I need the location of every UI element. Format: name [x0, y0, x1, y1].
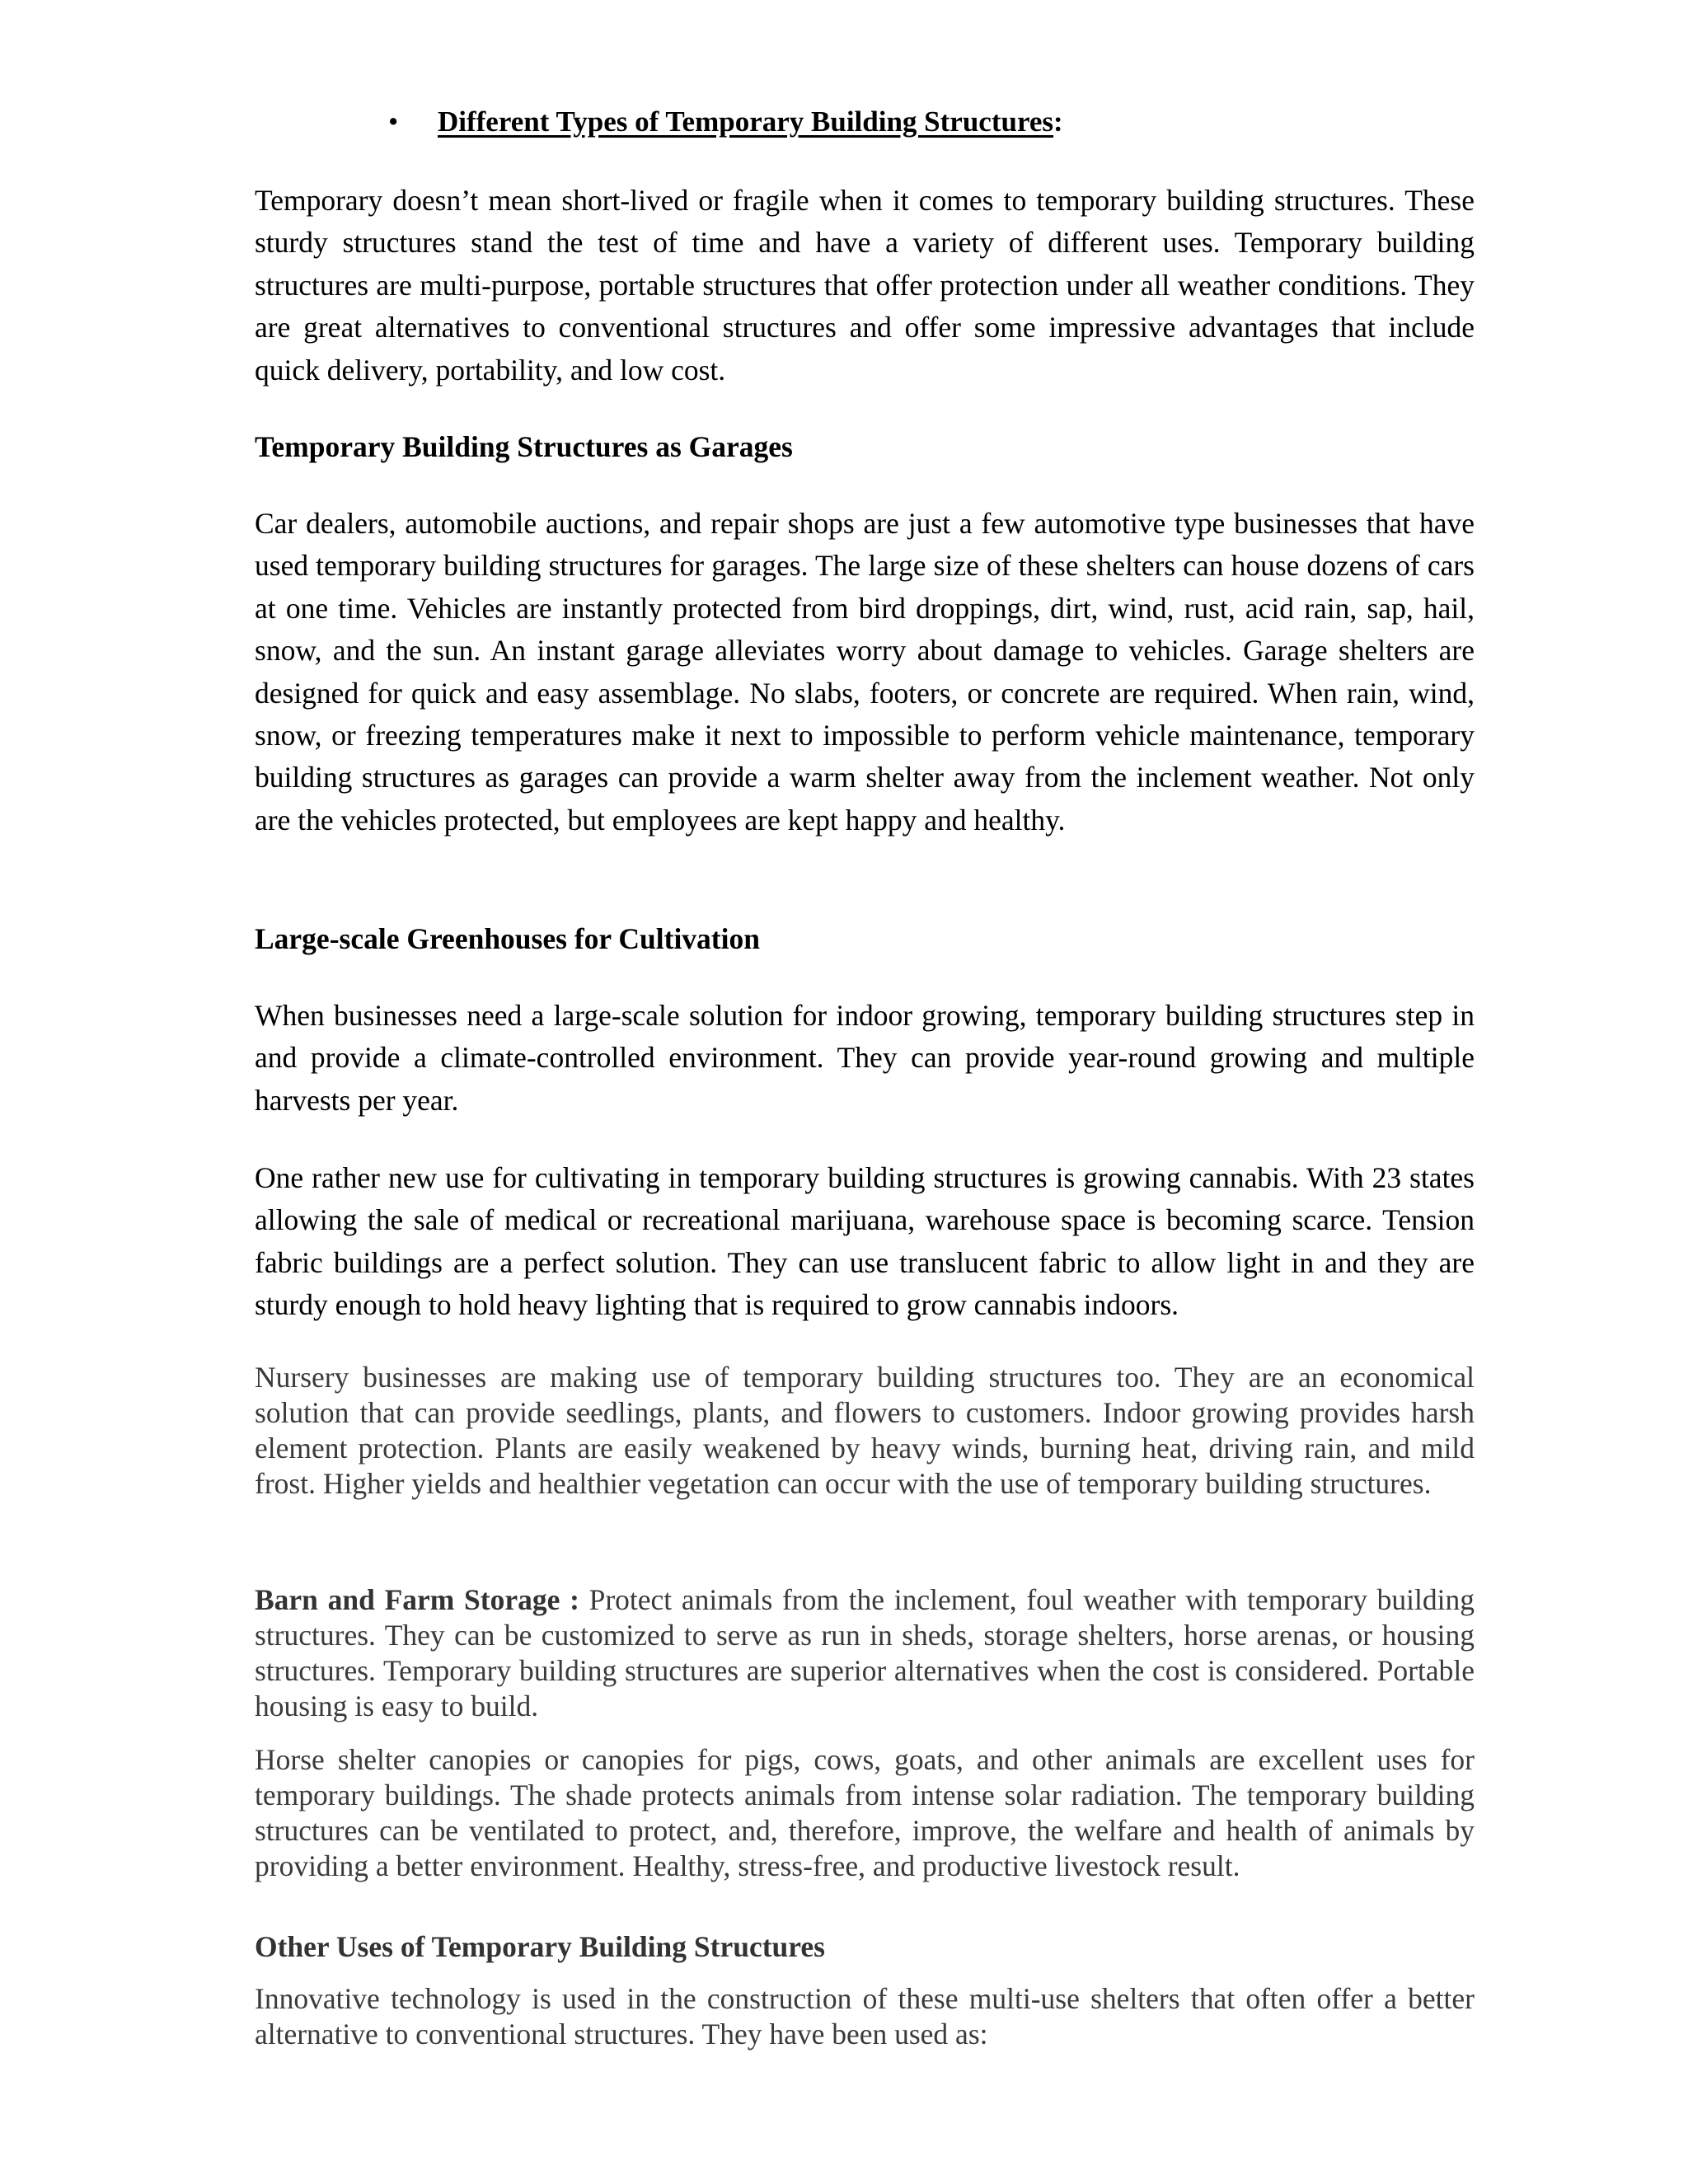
garages-section: [255, 426, 1475, 468]
section-title: [388, 97, 1063, 147]
intro-block: [255, 180, 1475, 391]
greenhouses-body2-block: [255, 1157, 1475, 1327]
garages-heading: Temporary Building Structures as Garages: [255, 430, 793, 463]
greenhouses-paragraph-2: One rather new use for cultivating in temporary building structures is growing cannabis. With 23 states allowing the sale of medical or recreational marijuana, warehouse space is becoming scarce. Tension fabric buildings are a perfect solution. They can use translucent fabric to allow light in and they are sturdy enough to hold heavy lighting that is required to grow cannabis indoors.: [255, 1161, 1475, 1322]
bullet-icon: •: [388, 105, 399, 138]
barn-body2-block: [255, 1742, 1475, 1884]
barn-body-1: Protect animals from the inclement, foul weather with temporary building structures. They can be customized to serve as run in sheds, storage shelters, horse arenas, or housing structures. Temporary building structures are superior alternatives when the cost is considered. Portable housing is easy to build.: [255, 1583, 1475, 1722]
greenhouses-section: [255, 918, 1475, 960]
greenhouses-heading: Large-scale Greenhouses for Cultivation: [255, 922, 760, 955]
barn-section: [255, 1582, 1475, 1724]
greenhouses-body3-block: [255, 1360, 1475, 1502]
section-title-text: Different Types of Temporary Building Structures: [438, 105, 1054, 138]
garages-paragraph: Car dealers, automobile auctions, and repair shops are just a few automotive type businesses that have used temporary building structures for garages. The large size of these shelters can house dozens of cars at one time. Vehicles are instantly protected from bird droppings, dirt, wind, rust, acid rain, sap, hail, snow, and the sun. An instant garage alleviates worry about damage to vehicles. Garage shelters are designed for quick and easy assemblage. No slabs, footers, or concrete are required. When rain, wind, snow, or freezing temperatures make it next to impossible to perform vehicle maintenance, temporary building structures as garages can provide a warm shelter away from the inclement weather. Not only are the vehicles protected, but employees are kept happy and healthy.: [255, 507, 1475, 837]
greenhouses-body1-block: [255, 995, 1475, 1122]
other-body-block: [255, 1981, 1475, 2052]
barn-paragraph-2: Horse shelter canopies or canopies for pigs, cows, goats, and other animals are excellent uses for temporary buildings. The shade protects animals from intense solar radiation. The temporary building structures can be ventilated to protect, and, therefore, improve, the welfare and health of animals by providing a better environment. Healthy, stress-free, and productive livestock result.: [255, 1743, 1475, 1882]
other-heading: Other Uses of Temporary Building Structures: [255, 1930, 825, 1963]
other-section: [255, 1926, 1475, 1968]
other-paragraph: Innovative technology is used in the construction of these multi-use shelters that often offer a better alternative to conventional structures. They have been used as:: [255, 1982, 1475, 2050]
greenhouses-paragraph-3: Nursery businesses are making use of temporary building structures too. They are an economical solution that can provide seedlings, plants, and flowers to customers. Indoor growing provides harsh element protection. Plants are easily weakened by heavy winds, burning heat, driving rain, and mild frost. Higher yields and healthier vegetation can occur with the use of temporary building structures.: [255, 1361, 1475, 1500]
greenhouses-paragraph-1: When businesses need a large-scale solution for indoor growing, temporary building structures step in and provide a climate-controlled environment. They can provide year-round growing and multiple harvests per year.: [255, 999, 1475, 1117]
barn-paragraph-1: [255, 1582, 1475, 1724]
barn-lead: Barn and Farm Storage :: [255, 1583, 579, 1616]
garages-body-block: [255, 503, 1475, 841]
section-title-colon: :: [1053, 105, 1063, 138]
intro-paragraph: Temporary doesn’t mean short-lived or fragile when it comes to temporary building structures. These sturdy structures stand the test of time and have a variety of different uses. Temporary building structures are multi-purpose, portable structures that offer protection under all weather conditions. They are great alternatives to conventional structures and offer some impressive advantages that include quick delivery, portability, and low cost.: [255, 184, 1475, 387]
